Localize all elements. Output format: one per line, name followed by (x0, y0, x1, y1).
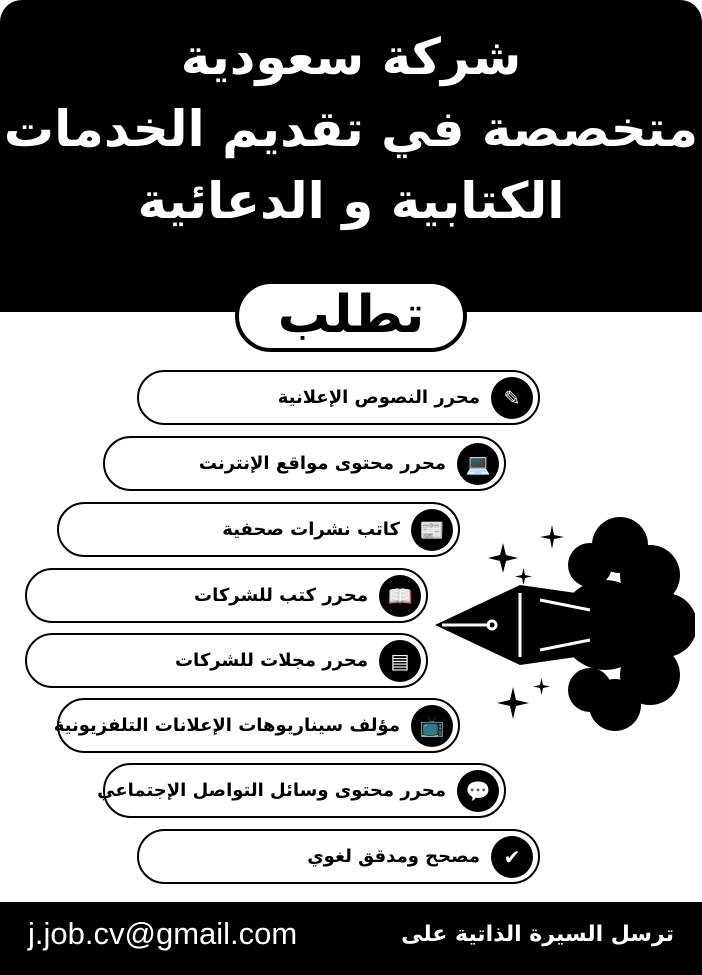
fountain-pen-illustration (430, 515, 695, 735)
company-subtitle: متخصصة في تقديم الخدمات (3, 100, 699, 158)
job-item (137, 370, 540, 425)
job-label: محرر كتب للشركات (193, 585, 368, 606)
edit-icon: ✎ (491, 377, 533, 419)
header-banner (0, 0, 702, 312)
job-label: محرر مجلات للشركات (174, 650, 368, 671)
book-icon: 📖 (379, 575, 421, 617)
laptop-icon: 💻 (457, 443, 499, 485)
job-item (103, 436, 506, 491)
job-item (57, 502, 460, 557)
job-label: مؤلف سيناريوهات الإعلانات التلفزيونية (53, 715, 400, 736)
tv-icon: 📺 (411, 705, 453, 747)
footer-bar (0, 902, 702, 975)
seeking-badge: تطلب (235, 280, 467, 352)
job-item (53, 698, 460, 753)
send-cv-text: ترسل السيرة الذاتية على (401, 922, 674, 947)
job-label: كاتب نشرات صحفية (222, 519, 400, 540)
job-label: محرر محتوى مواقع الإنترنت (198, 453, 446, 474)
contact-email[interactable]: j.job.cv@gmail.com (28, 916, 298, 951)
magazine-icon: ▤ (379, 640, 421, 682)
job-item (25, 633, 428, 688)
job-item (137, 829, 540, 884)
job-label: مصحح ومدقق لغوي (307, 846, 480, 867)
job-label: محرر النصوص الإعلانية (277, 387, 480, 408)
company-title: شركة سعودية (180, 28, 522, 86)
proofread-icon: ✔ (491, 836, 533, 878)
newspaper-icon: 📰 (411, 509, 453, 551)
job-item (25, 568, 428, 623)
chat-icon: 💬 (457, 770, 499, 812)
company-subtitle-2: الكتابية و الدعائية (137, 172, 565, 230)
job-item (97, 763, 506, 818)
job-label: محرر محتوى وسائل التواصل الإجتماعي (97, 780, 446, 801)
